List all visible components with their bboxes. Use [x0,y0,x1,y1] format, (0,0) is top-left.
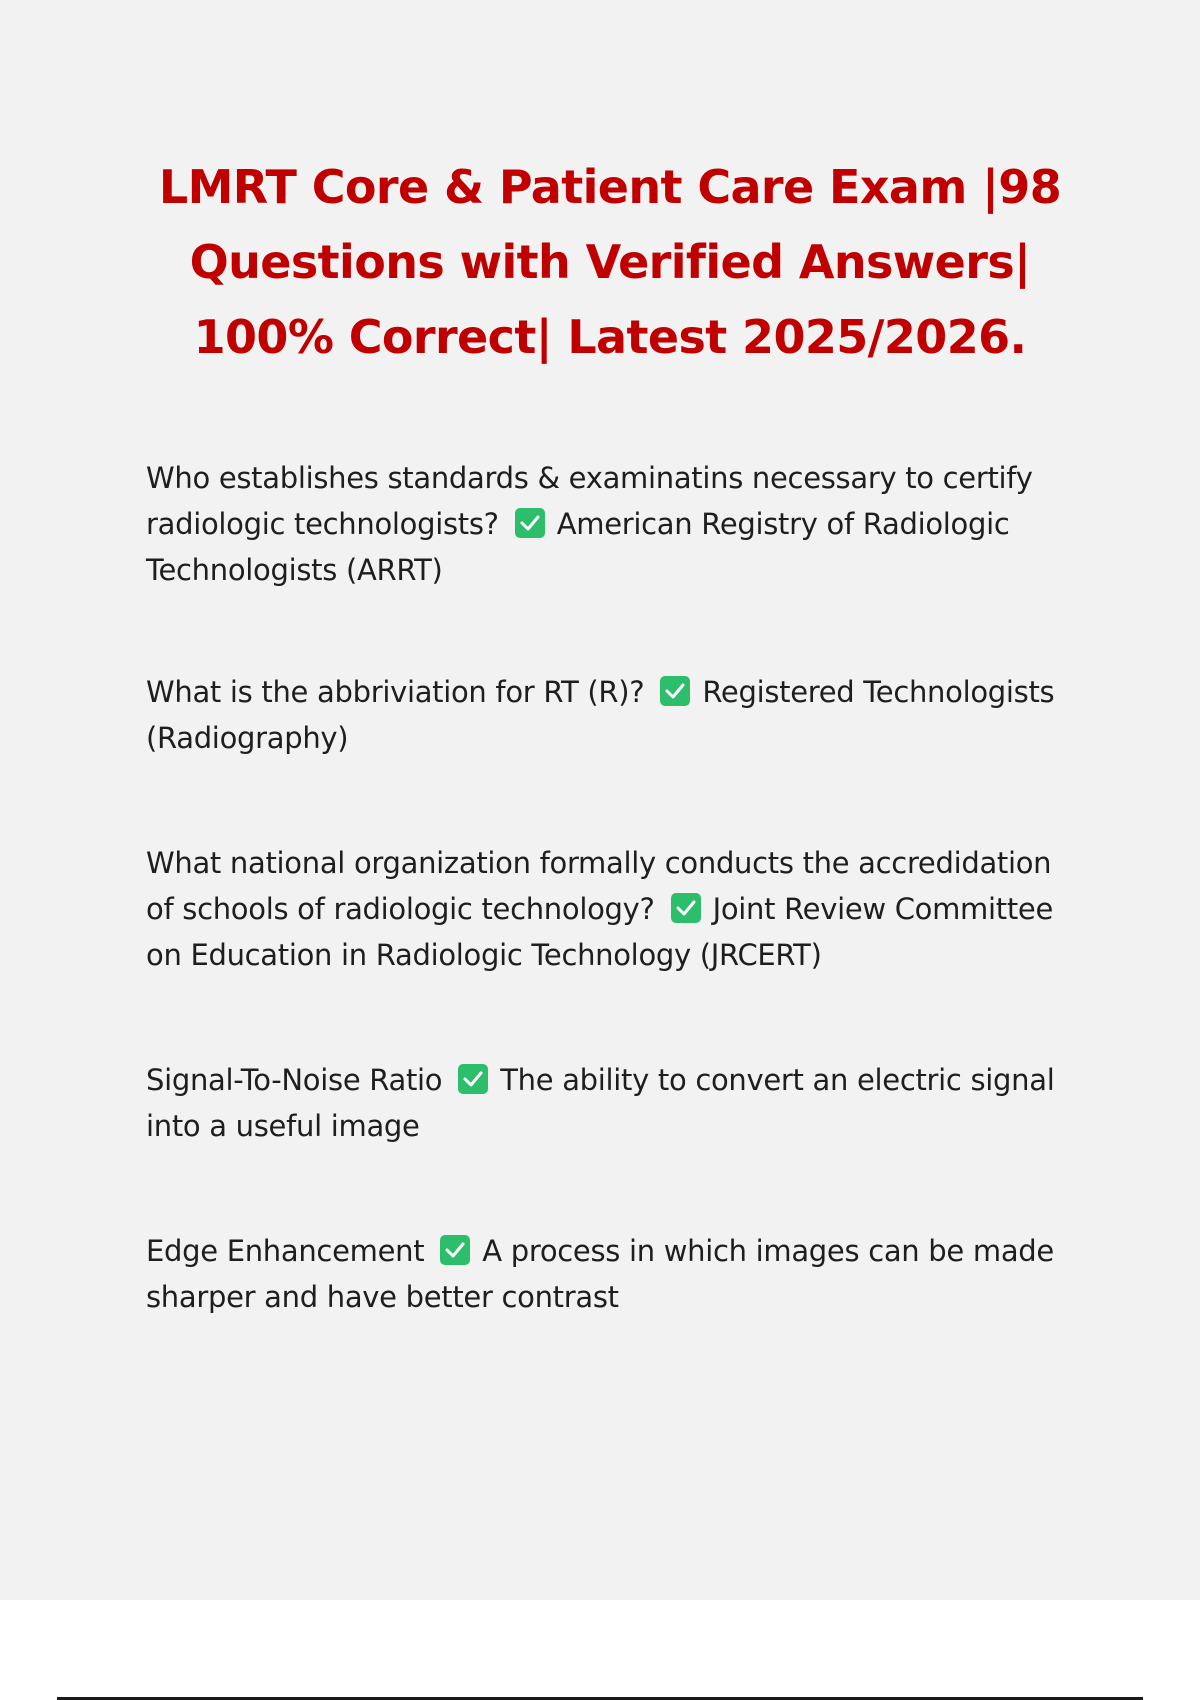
question-text: What national organization formally conducts the accredidation of schools of radiologic technology? [146,846,1052,926]
answer-text: The ability to convert an electric signal into a useful image [146,1063,1055,1143]
qa-item [146,1228,1086,1320]
document-title [150,150,1070,375]
question-text: Who establishes standards & examinatins necessary to certify radiologic technologists? [146,461,1033,541]
qa-item [146,455,1086,593]
question-text: Edge Enhancement [146,1234,425,1268]
check-mark-icon [440,1235,470,1265]
title-line: 100% Correct| Latest 2025/2026. [193,310,1027,364]
title-line: Questions with Verified Answers| [189,235,1031,289]
title-line: LMRT Core & Patient Care Exam |98 [158,160,1062,214]
answer-text: A process in which images can be made sharper and have better contrast [146,1234,1054,1314]
qa-item [146,669,1086,761]
qa-item [146,840,1086,978]
check-mark-icon [515,508,545,538]
check-mark-icon [660,676,690,706]
check-mark-icon [671,893,701,923]
question-text: What is the abbriviation for RT (R)? [146,675,645,709]
check-mark-icon [458,1064,488,1094]
qa-item [146,1057,1086,1149]
question-text: Signal-To-Noise Ratio [146,1063,443,1097]
answer-text: Joint Review Committee on Education in Radiologic Technology (JRCERT) [146,892,1053,972]
answer-text: American Registry of Radiologic Technologists (ARRT) [146,507,1010,587]
answer-text: Registered Technologists (Radiography) [146,675,1055,755]
